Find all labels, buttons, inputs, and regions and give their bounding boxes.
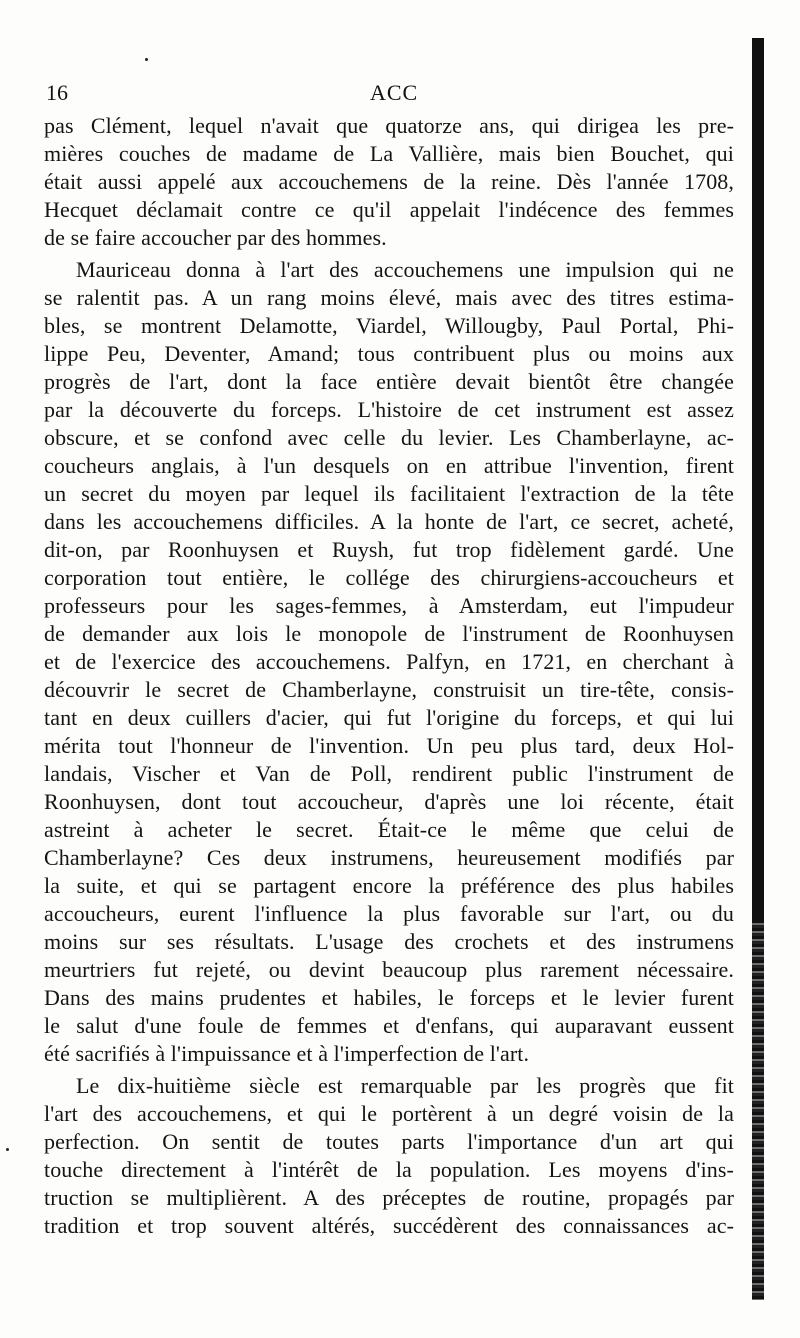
paragraph-2 <box>44 256 734 1068</box>
text-line: dans les accouchemens difficiles. A la honte de l'art, ce secret, acheté, <box>44 509 734 534</box>
text-line: bles, se montrent Delamotte, Viardel, Willougby, Paul Portal, Phi- <box>44 313 734 338</box>
text-line: Hecquet déclamait contre ce qu'il appelait l'indécence des femmes <box>44 197 734 222</box>
text-line: mières couches de madame de La Vallière, mais bien Bouchet, qui <box>44 141 734 166</box>
text-line: touche directement à l'intérêt de la population. Les moyens d'ins- <box>44 1157 734 1182</box>
text-line: la suite, et qui se partagent encore la préférence des plus habiles <box>44 873 734 898</box>
page-number: 16 <box>46 80 68 105</box>
page-text <box>44 72 734 1240</box>
text-line: découvrir le secret de Chamberlayne, construisit un tire-tête, consis- <box>44 677 734 702</box>
text-line: de se faire accoucher par des hommes. <box>44 225 387 250</box>
text-line: Chamberlayne? Ces deux instrumens, heureusement modifiés par <box>44 845 734 870</box>
page-header <box>44 72 734 112</box>
text-line: corporation tout entière, le collége des chirurgiens-accoucheurs et <box>44 565 734 590</box>
text-line: truction se multiplièrent. A des préceptes de routine, propagés par <box>44 1185 734 1210</box>
text-line: le salut d'une foule de femmes et d'enfans, qui auparavant eussent <box>44 1013 734 1038</box>
text-line: été sacrifiés à l'impuissance et à l'imperfection de l'art. <box>44 1041 530 1066</box>
text-line: dit-on, par Roonhuysen et Ruysh, fut trop fidèlement gardé. Une <box>44 537 734 562</box>
paragraph-3 <box>44 1072 734 1240</box>
text-line: se ralentit pas. A un rang moins élevé, mais avec des titres estima- <box>44 285 734 310</box>
text-line: Mauriceau donna à l'art des accouchemens une impulsion qui ne <box>76 257 734 282</box>
page-edge-speckle <box>752 920 764 1300</box>
text-line: et de l'exercice des accouchemens. Palfyn, en 1721, en cherchant à <box>44 649 734 674</box>
text-line: pas Clément, lequel n'avait que quatorze ans, qui dirigea les pre- <box>44 113 734 138</box>
print-speck <box>145 58 148 61</box>
text-line: obscure, et se confond avec celle du levier. Les Chamberlayne, ac- <box>44 425 734 450</box>
text-line: professeurs pour les sages-femmes, à Amsterdam, eut l'impudeur <box>44 593 734 618</box>
print-speck <box>6 1148 9 1151</box>
text-line: l'art des accouchemens, et qui le portèrent à un degré voisin de la <box>44 1101 734 1126</box>
text-line: landais, Vischer et Van de Poll, rendirent public l'instrument de <box>44 761 734 786</box>
text-line: coucheurs anglais, à l'un desquels on en attribue l'invention, firent <box>44 453 734 478</box>
text-line: lippe Peu, Deventer, Amand; tous contribuent plus ou moins aux <box>44 341 734 366</box>
page-edge-shadow <box>752 38 764 1300</box>
text-line: perfection. On sentit de toutes parts l'importance d'un art qui <box>44 1129 734 1154</box>
text-line: progrès de l'art, dont la face entière devait bientôt être changée <box>44 369 734 394</box>
text-line: meurtriers fut rejeté, ou devint beaucoup plus rarement nécessaire. <box>44 957 734 982</box>
text-line: Le dix-huitième siècle est remarquable par les progrès que fit <box>76 1073 734 1098</box>
text-line: moins sur ses résultats. L'usage des crochets et des instrumens <box>44 929 734 954</box>
text-line: par la découverte du forceps. L'histoire de cet instrument est assez <box>44 397 734 422</box>
paragraph-1 <box>44 112 734 252</box>
text-line: tant en deux cuillers d'acier, qui fut l'origine du forceps, et qui lui <box>44 705 734 730</box>
text-line: accoucheurs, eurent l'influence la plus favorable sur l'art, ou du <box>44 901 734 926</box>
running-head: ACC <box>370 80 419 105</box>
text-line: un secret du moyen par lequel ils facilitaient l'extraction de la tête <box>44 481 734 506</box>
text-line: Roonhuysen, dont tout accoucheur, d'après une loi récente, était <box>44 789 734 814</box>
text-line: astreint à acheter le secret. Était-ce le même que celui de <box>44 817 734 842</box>
text-line: était aussi appelé aux accouchemens de la reine. Dès l'année 1708, <box>44 169 734 194</box>
text-line: de demander aux lois le monopole de l'instrument de Roonhuysen <box>44 621 734 646</box>
text-line: mérita tout l'honneur de l'invention. Un peu plus tard, deux Hol- <box>44 733 734 758</box>
text-line: Dans des mains prudentes et habiles, le forceps et le levier furent <box>44 985 734 1010</box>
text-line: tradition et trop souvent altérés, succédèrent des connaissances ac- <box>44 1213 734 1238</box>
